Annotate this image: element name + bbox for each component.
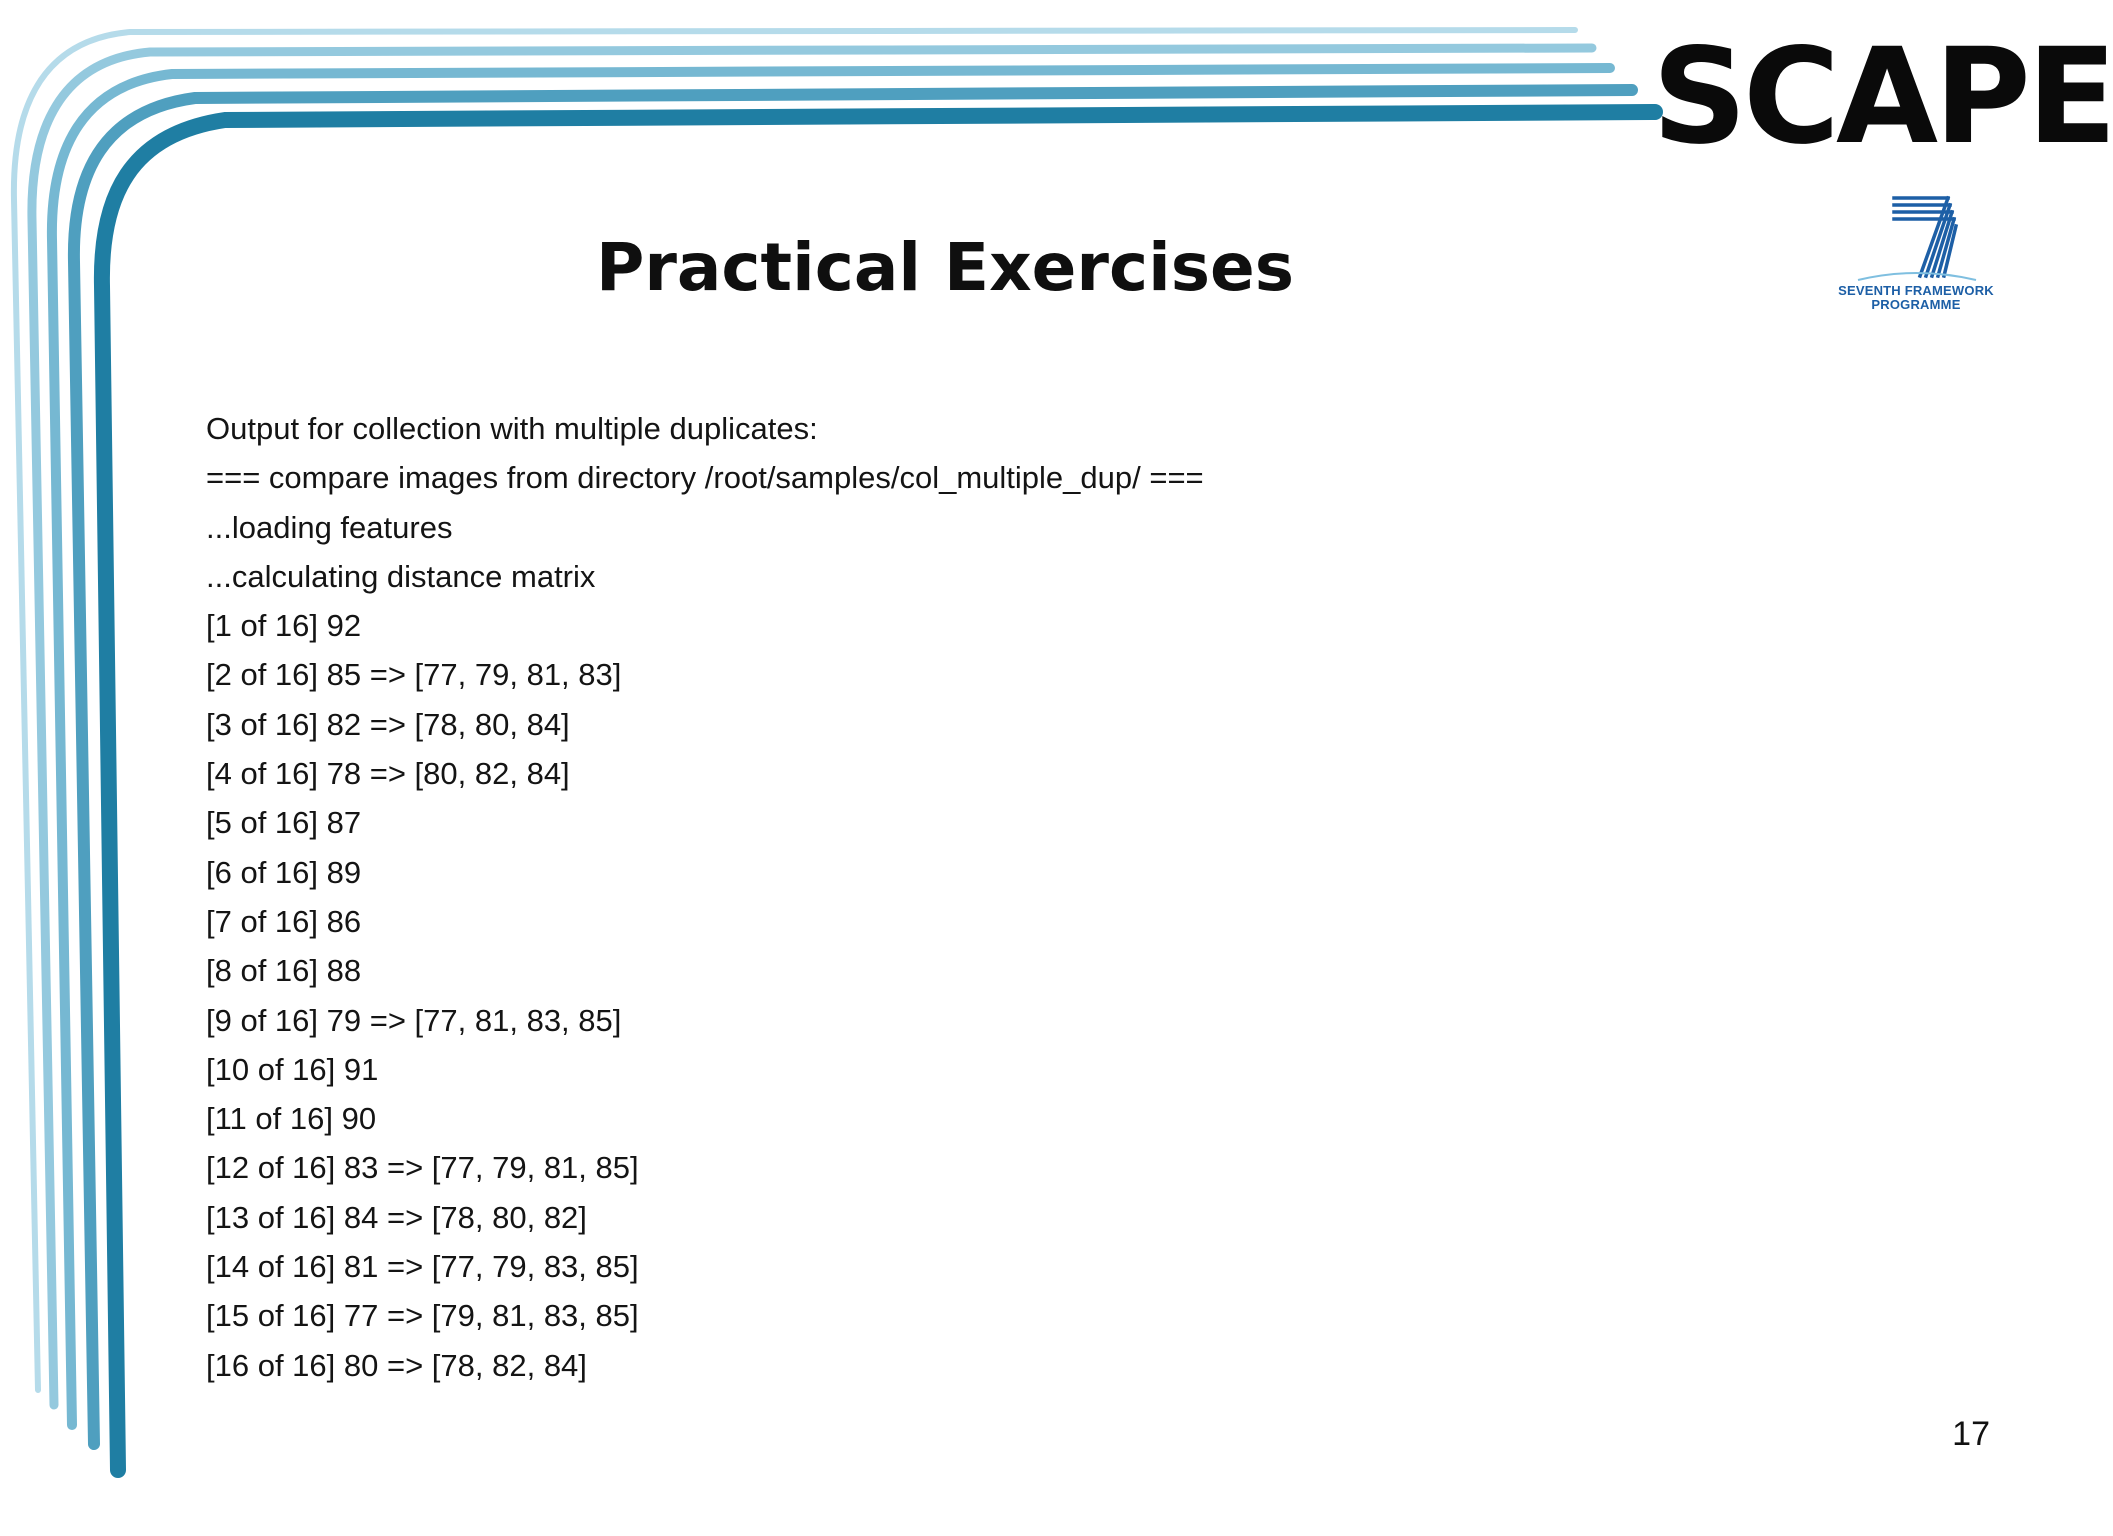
- output-line: [2 of 16] 85 => [77, 79, 81, 83]: [206, 657, 622, 693]
- output-line: [10 of 16] 91: [206, 1051, 379, 1087]
- fp7-caption: [1836, 284, 1996, 312]
- output-line: Output for collection with multiple duplicates:: [206, 411, 818, 446]
- output-line: [1 of 16] 92: [206, 608, 362, 644]
- output-line: [11 of 16] 90: [206, 1101, 377, 1137]
- fp7-caption-line-2: PROGRAMME: [1871, 297, 1961, 312]
- output-line: [12 of 16] 83 => [77, 79, 81, 85]: [206, 1150, 639, 1186]
- output-line: [15 of 16] 77 => [79, 81, 83, 85]: [206, 1298, 639, 1334]
- output-line: [9 of 16] 79 => [77, 81, 83, 85]: [206, 1002, 622, 1038]
- fp7-caption-line-1: SEVENTH FRAMEWORK: [1838, 283, 1994, 298]
- output-line: ...loading features: [206, 509, 453, 545]
- output-line: [3 of 16] 82 => [78, 80, 84]: [206, 706, 570, 742]
- output-line: [13 of 16] 84 => [78, 80, 82]: [206, 1199, 587, 1235]
- scape-logo: SCAPE: [1652, 20, 2113, 174]
- output-line: [4 of 16] 78 => [80, 82, 84]: [206, 756, 570, 792]
- output-line: [6 of 16] 89: [206, 854, 362, 890]
- output-line: [7 of 16] 86: [206, 903, 362, 939]
- output-line: [8 of 16] 88: [206, 953, 362, 989]
- output-line: [5 of 16] 87: [206, 805, 362, 841]
- page-number: 17: [1952, 1415, 1990, 1453]
- output-line: [16 of 16] 80 => [78, 82, 84]: [206, 1347, 587, 1383]
- output-lines: [206, 404, 1606, 1390]
- output-line: ...calculating distance matrix: [206, 558, 596, 594]
- output-line: [14 of 16] 81 => [77, 79, 83, 85]: [206, 1249, 639, 1285]
- slide-title: Practical Exercises: [595, 229, 1295, 306]
- output-line: === compare images from directory /root/samples/col_multiple_dup/ ===: [206, 460, 1204, 496]
